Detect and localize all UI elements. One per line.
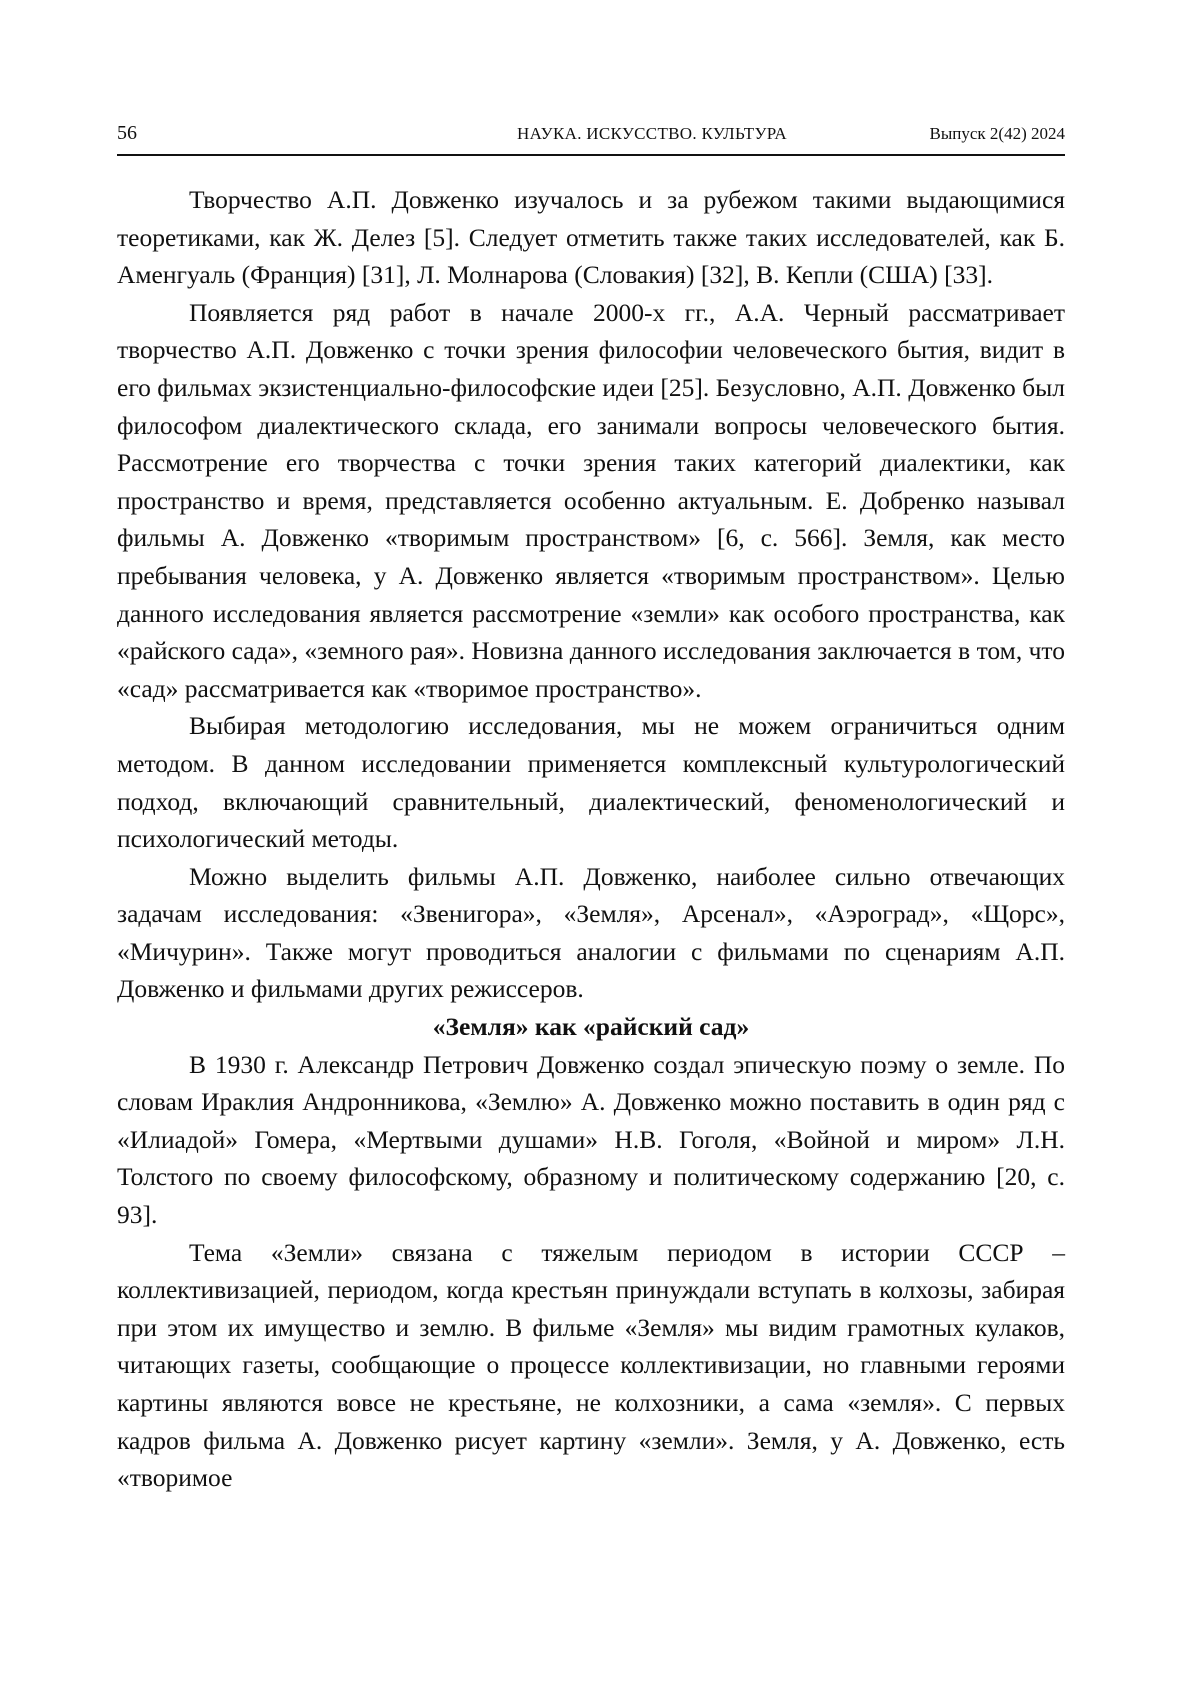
page-number: 56 [117, 122, 137, 145]
journal-title: НАУКА. ИСКУССТВО. КУЛЬТУРА [517, 124, 787, 144]
issue-number: Выпуск 2(42) 2024 [930, 124, 1066, 144]
paragraph-films-list: Можно выделить фильмы А.П. Довженко, наиболее сильно отвечающих задачам исследования: «Звенигора», «Земля», Арсенал», «Аэроград», «Щорс», «Мичурин». Также могут проводиться аналогии с фильмами по сценариям А.П. Довженко и фильмами других режиссеров. [117, 858, 1065, 1008]
section-heading: «Земля» как «райский сад» [117, 1008, 1065, 1046]
page-header [117, 120, 1065, 156]
paragraph-methodology: Выбирая методологию исследования, мы не можем ограничиться одним методом. В данном исследовании применяется комплексный культурологический подход, включающий сравнительный, диалектический, феноменологический и психологический методы. [117, 707, 1065, 857]
paragraph-collectivization: Тема «Земли» связана с тяжелым периодом в истории СССР – коллективизацией, периодом, когда крестьян принуждали вступать в колхозы, забирая при этом их имущество и землю. В фильме «Земля» мы видим грамотных кулаков, читающих газеты, сообщающие о процессе коллективизации, но главными героями картины являются вовсе не крестьяне, не колхозники, а сама «земля». С первых кадров фильма А. Довженко рисует картину «земли». Земля, у А. Довженко, есть «творимое [117, 1234, 1065, 1497]
paragraph-research-relevance: Появляется ряд работ в начале 2000-х гг., А.А. Черный рассматривает творчество А.П. Довженко с точки зрения философии человеческого бытия, видит в его фильмах экзистенциально-философские идеи [25]. Безусловно, А.П. Довженко был философом диалектического склада, его занимали вопросы человеческого бытия. Рассмотрение его творчества с точки зрения таких категорий диалектики, как пространство и время, представляется особенно актуальным. Е. Добренко называл фильмы А. Довженко «творимым пространством» [6, с. 566]. Земля, как место пребывания человека, у А. Довженко является «творимым пространством». Целью данного исследования является рассмотрение «земли» как особого пространства, как «райского сада», «земного рая». Новизна данного исследования заключается в том, что «сад» рассматривается как «творимое пространство». [117, 294, 1065, 708]
paragraph-epic-poem: В 1930 г. Александр Петрович Довженко создал эпическую поэму о земле. По словам Ираклия Андронникова, «Землю» А. Довженко можно поставить в один ряд с «Илиадой» Гомера, «Мертвыми душами» Н.В. Гоголя, «Войной и миром» Л.Н. Толстого по своему философскому, образному и политическому содержанию [20, с. 93]. [117, 1046, 1065, 1234]
article-body [117, 181, 1065, 1497]
paragraph-foreign-researchers: Творчество А.П. Довженко изучалось и за рубежом такими выдающимися теоретиками, как Ж. Делез [5]. Следует отметить также таких исследователей, как Б. Аменгуаль (Франция) [31], Л. Молнарова (Словакия) [32], В. Кепли (США) [33]. [117, 181, 1065, 294]
